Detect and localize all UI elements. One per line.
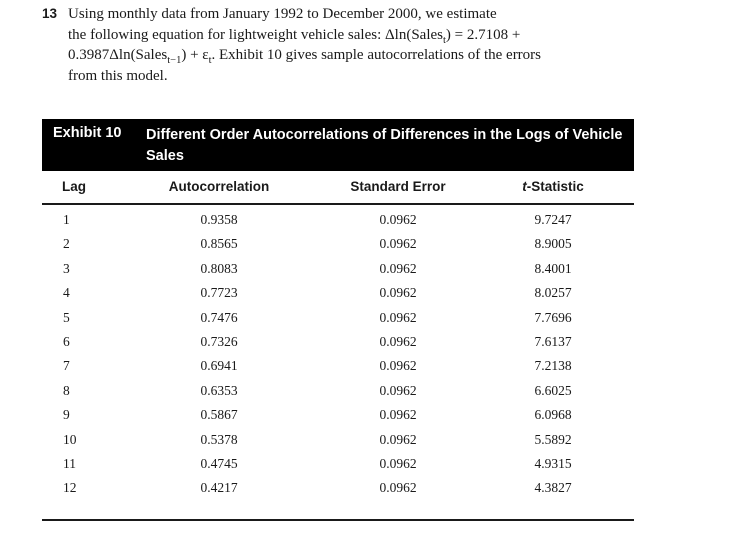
- autocorrelation-cell: 0.5867: [200, 407, 238, 423]
- lag-cell: 1: [63, 212, 70, 227]
- exhibit-header: [42, 119, 634, 171]
- autocorrelation-cell: 0.4745: [200, 456, 238, 471]
- lag-cell: 4: [63, 285, 70, 301]
- equation-part: ) + ε: [181, 47, 209, 63]
- equation-part: the following equation for lightweight vehicle sales: Δln(Sales: [68, 26, 443, 43]
- lag-cell: 6: [63, 334, 70, 349]
- t-statistic-cell: 8.9005: [534, 236, 572, 252]
- header-t-rest: -Statistic: [526, 179, 584, 194]
- autocorrelation-cell: 0.6941: [200, 358, 238, 374]
- standard-error-cell: 0.0962: [379, 456, 417, 471]
- standard-error-cell: 0.0962: [379, 334, 417, 349]
- lag-cell: 2: [63, 236, 70, 252]
- standard-error-cell: 0.0962: [379, 407, 417, 423]
- question-line-2: [68, 25, 520, 48]
- lag-cell: 10: [63, 431, 77, 447]
- autocorrelation-cell: 0.6353: [200, 382, 238, 398]
- lag-cell: 7: [63, 358, 70, 374]
- autocorrelation-cell: 0.4217: [200, 480, 238, 496]
- subscript: t−1: [167, 55, 182, 66]
- header-rule: [42, 203, 634, 205]
- standard-error-cell: 0.0962: [379, 358, 417, 374]
- t-statistic-cell: 8.0257: [534, 285, 572, 301]
- t-statistic-cell: 7.2138: [534, 358, 572, 374]
- question-line-3: [68, 45, 541, 68]
- question-line-1: Using monthly data from January 1992 to December 2000, we estimate: [68, 6, 497, 22]
- exhibit-label: Exhibit 10: [53, 125, 122, 141]
- question-number: 13: [42, 6, 58, 21]
- standard-error-cell: 0.0962: [379, 480, 417, 496]
- t-statistic-cell: 8.4001: [534, 260, 572, 276]
- standard-error-cell: 0.0962: [379, 260, 417, 276]
- standard-error-cell: 0.0962: [379, 212, 417, 227]
- subscript: t: [208, 55, 212, 66]
- standard-error-cell: 0.0962: [379, 309, 417, 325]
- t-statistic-cell: 9.7247: [534, 212, 572, 227]
- t-statistic-cell: 4.3827: [534, 480, 572, 496]
- lag-cell: 8: [63, 382, 70, 398]
- t-statistic-cell: 7.6137: [534, 334, 572, 349]
- subscript: t: [442, 34, 446, 46]
- autocorrelation-cell: 0.9358: [200, 212, 238, 227]
- standard-error-cell: 0.0962: [379, 236, 417, 252]
- lag-cell: 9: [63, 407, 70, 423]
- autocorrelation-cell: 0.5378: [200, 431, 238, 447]
- autocorrelation-cell: 0.8083: [200, 260, 238, 276]
- autocorrelation-cell: 0.8565: [200, 236, 238, 252]
- t-statistic-cell: 5.5892: [534, 431, 572, 447]
- header-t-italic: t: [522, 179, 527, 194]
- t-statistic-cell: 4.9315: [534, 456, 572, 471]
- header-lag: Lag: [62, 179, 87, 194]
- header-t-statistic: [522, 179, 584, 194]
- bottom-rule: [42, 519, 634, 521]
- lag-cell: 12: [63, 480, 77, 496]
- lag-cell: 3: [63, 260, 70, 276]
- lag-cell: 11: [63, 456, 76, 471]
- equation-part: 0.3987Δln(Sales: [68, 47, 168, 63]
- t-statistic-cell: 6.6025: [534, 382, 572, 398]
- standard-error-cell: 0.0962: [379, 431, 417, 447]
- autocorrelation-cell: 0.7476: [200, 309, 238, 325]
- standard-error-cell: 0.0962: [379, 285, 417, 301]
- equation-part: . Exhibit 10 gives sample autocorrelations of the errors: [211, 47, 542, 63]
- lag-cell: 5: [63, 309, 70, 325]
- question-line-4: from this model.: [68, 67, 168, 84]
- header-standard-error: Standard Error: [350, 179, 446, 194]
- header-autocorrelation: Autocorrelation: [168, 179, 270, 194]
- autocorrelation-cell: 0.7723: [200, 285, 238, 301]
- exhibit-title: Different Order Autocorrelations of Differences in the Logs of Vehicle Sales: [146, 127, 623, 164]
- t-statistic-cell: 6.0968: [534, 407, 572, 423]
- equation-part: ) = 2.7108 +: [445, 26, 521, 43]
- standard-error-cell: 0.0962: [379, 382, 417, 398]
- autocorrelation-cell: 0.7326: [200, 334, 238, 349]
- t-statistic-cell: 7.7696: [534, 309, 572, 325]
